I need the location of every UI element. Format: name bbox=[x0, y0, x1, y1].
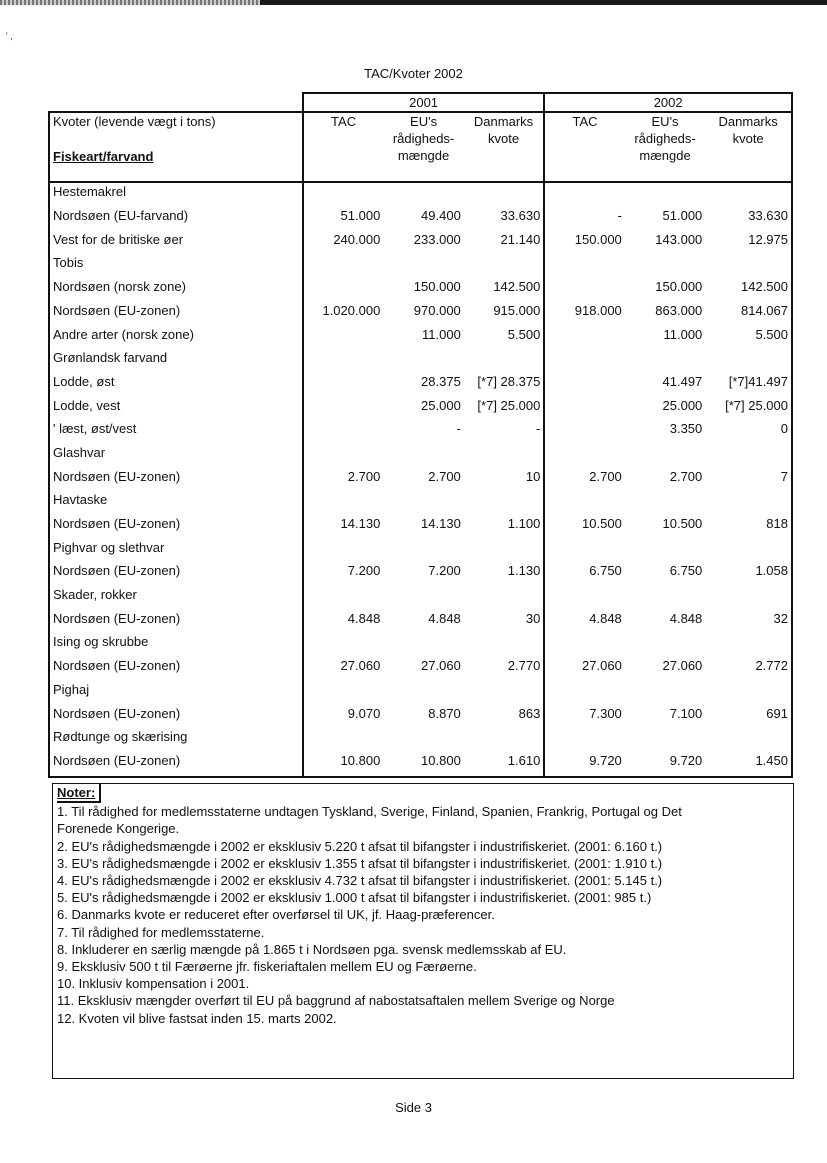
value-cell: 814.067 bbox=[705, 302, 792, 326]
value-cell: 7 bbox=[705, 468, 792, 492]
value-cell: 1.058 bbox=[705, 562, 792, 586]
group-header-row bbox=[49, 586, 792, 610]
row-label: Nordsøen (EU-zonen) bbox=[49, 302, 303, 326]
value-cell bbox=[303, 420, 383, 444]
empty-cell bbox=[464, 633, 545, 657]
note-line: 12. Kvoten vil blive fastsat inden 15. marts 2002. bbox=[57, 1010, 337, 1026]
table-row bbox=[49, 515, 792, 539]
col-eu-2001: EU's rådigheds-mængde bbox=[383, 112, 463, 182]
empty-cell bbox=[544, 728, 624, 752]
empty-cell bbox=[625, 539, 705, 563]
page-number: Side 3 bbox=[395, 1100, 432, 1115]
empty-cell bbox=[544, 539, 624, 563]
table-row bbox=[49, 657, 792, 681]
value-cell: 28.375 bbox=[421, 373, 461, 389]
row-label: Nordsøen (EU-zonen) bbox=[49, 705, 303, 729]
value-cell: 10.800 bbox=[303, 752, 383, 777]
note-line: 11. Eksklusiv mængder overført til EU på baggrund af nabostatsaftalen mellem Sverige og Norge bbox=[57, 993, 615, 1009]
value-cell bbox=[544, 278, 624, 302]
value-cell: 30 bbox=[464, 610, 545, 634]
notes-list bbox=[57, 803, 793, 1027]
value-cell: 2.700 bbox=[589, 468, 622, 484]
empty-cell bbox=[705, 349, 792, 373]
empty-cell bbox=[544, 349, 624, 373]
empty-cell bbox=[303, 633, 383, 657]
note-line: 2. EU's rådighedsmængde i 2002 er eksklusiv 5.220 t afsat til bifangster i industrifiskeriet. (2001: 6.160 t.) bbox=[57, 838, 663, 854]
col-dk-2002: Danmarks kvote bbox=[705, 112, 792, 182]
empty-cell bbox=[705, 182, 792, 207]
group-name bbox=[49, 586, 303, 610]
group-header-row bbox=[49, 539, 792, 563]
table-row bbox=[49, 420, 792, 444]
value-cell: 14.130 bbox=[303, 515, 383, 539]
value-cell: [*7] 28.375 bbox=[464, 373, 545, 397]
note-line: 4. EU's rådighedsmængde i 2002 er eksklusiv 4.732 t afsat til bifangster i industrifiskeriet. (2001: 5.145 t.) bbox=[57, 873, 663, 889]
empty-cell bbox=[544, 254, 624, 278]
value-cell: 863.000 bbox=[655, 302, 703, 318]
value-cell bbox=[544, 397, 624, 421]
value-cell: 4.848 bbox=[428, 610, 461, 626]
row-label: Nordsøen (EU-zonen) bbox=[49, 610, 303, 634]
empty-cell bbox=[383, 349, 463, 373]
column-header-row bbox=[49, 112, 792, 182]
col-eu-2002: EU's rådigheds-mængde bbox=[625, 112, 705, 182]
value-cell: 27.060 bbox=[662, 658, 703, 674]
group-header-row bbox=[49, 326, 792, 350]
value-cell: 27.060 bbox=[303, 657, 383, 681]
value-cell: 10.500 bbox=[662, 516, 703, 532]
note-line: 6. Danmarks kvote er reduceret efter overførsel til UK, jf. Haag-præferencer. bbox=[57, 907, 495, 923]
value-cell: 12.975 bbox=[705, 231, 792, 255]
group-name bbox=[49, 326, 303, 350]
note-line: 5. EU's rådighedsmængde i 2002 er eksklusiv 1.000 t afsat til bifangster i industrifiskeriet. (2001: 985 t.) bbox=[57, 890, 652, 906]
empty-cell bbox=[705, 728, 792, 752]
table-row bbox=[49, 562, 792, 586]
group-header-row bbox=[49, 633, 792, 657]
empty-cell bbox=[625, 182, 705, 207]
value-cell: [*7] 25.000 bbox=[705, 397, 792, 421]
empty-cell bbox=[464, 254, 545, 278]
value-cell: 915.000 bbox=[464, 302, 545, 326]
group-name-text: Rødtunge og skærising bbox=[53, 729, 188, 745]
value-cell: 918.000 bbox=[574, 302, 622, 318]
note-line: 9. Eksklusiv 500 t til Færøerne jfr. fiskeriaftalen mellem EU og Færøerne. bbox=[57, 959, 477, 975]
fiskeart-header: Fiskeart/farvand bbox=[53, 149, 154, 164]
empty-cell bbox=[625, 681, 705, 705]
margin-marks: ' , bbox=[6, 31, 13, 41]
empty-cell bbox=[464, 491, 545, 515]
table-row bbox=[49, 231, 792, 255]
group-name-text: Tobis bbox=[53, 255, 84, 271]
value-cell: 25.000 bbox=[421, 397, 461, 413]
quota-table bbox=[48, 92, 793, 778]
value-cell: 9.070 bbox=[303, 705, 383, 729]
value-cell: 142.500 bbox=[705, 278, 792, 302]
note-line: 7. Til rådighed for medlemsstaterne. bbox=[57, 924, 265, 940]
row-label: Vest for de britiske øer bbox=[49, 231, 303, 255]
value-cell: - bbox=[617, 208, 622, 224]
group-header-row bbox=[49, 254, 792, 278]
empty-cell bbox=[705, 491, 792, 515]
empty-cell bbox=[625, 633, 705, 657]
empty-cell bbox=[383, 444, 463, 468]
group-name-text: Pighaj bbox=[53, 681, 90, 697]
value-cell: 2.700 bbox=[669, 468, 703, 484]
note-line: 1. Til rådighed for medlemsstaterne undtagen Tyskland, Sverige, Finland, Spanien, Frankrig, Portugal og Det bbox=[57, 804, 682, 820]
value-cell: 10.500 bbox=[582, 516, 622, 532]
group-header-row bbox=[49, 349, 792, 373]
empty-cell bbox=[544, 681, 624, 705]
value-cell: 2.772 bbox=[705, 657, 792, 681]
empty-cell bbox=[544, 444, 624, 468]
empty-cell bbox=[625, 586, 705, 610]
value-cell: 11.000 bbox=[663, 326, 703, 342]
value-cell: 25.000 bbox=[662, 397, 703, 413]
value-cell: 6.750 bbox=[669, 563, 703, 579]
empty-cell bbox=[625, 491, 705, 515]
group-header-row bbox=[49, 444, 792, 468]
value-cell: 2.700 bbox=[428, 468, 461, 484]
value-cell: 41.497 bbox=[662, 373, 703, 389]
group-name bbox=[49, 681, 303, 705]
empty-cell bbox=[705, 633, 792, 657]
empty-cell bbox=[464, 444, 545, 468]
value-cell: 8.870 bbox=[428, 705, 461, 721]
empty-cell bbox=[383, 182, 463, 207]
value-cell: 143.000 bbox=[655, 231, 703, 247]
row-label: ' læst, øst/vest bbox=[49, 420, 303, 444]
row-label: Nordsøen (EU-zonen) bbox=[49, 657, 303, 681]
col-tac-2002: TAC bbox=[544, 112, 624, 182]
empty-cell bbox=[303, 444, 383, 468]
row-label: Lodde, vest bbox=[49, 397, 303, 421]
value-cell: - bbox=[456, 421, 461, 437]
value-cell: 9.720 bbox=[544, 752, 624, 777]
group-name-text: Grønlandsk farvand bbox=[53, 350, 168, 366]
group-name bbox=[49, 349, 303, 373]
empty-cell bbox=[544, 182, 624, 207]
group-name-text: Pighvar og slethvar bbox=[53, 539, 165, 555]
year-2002-header: 2002 bbox=[544, 93, 792, 112]
empty-cell bbox=[464, 539, 545, 563]
col-tac-2001: TAC bbox=[303, 112, 383, 182]
value-cell: 233.000 bbox=[413, 231, 461, 247]
value-cell: 7.100 bbox=[669, 705, 703, 721]
empty-cell bbox=[303, 254, 383, 278]
value-cell: 10 bbox=[464, 468, 545, 492]
empty-cell bbox=[383, 539, 463, 563]
group-name-text: Havtaske bbox=[53, 492, 108, 508]
value-cell: 49.400 bbox=[421, 208, 461, 224]
group-name-text: Glashvar bbox=[53, 444, 106, 460]
group-header-row bbox=[49, 491, 792, 515]
table-row bbox=[49, 278, 792, 302]
value-cell: 7.300 bbox=[589, 705, 622, 721]
group-header-row bbox=[49, 182, 792, 207]
page-title: TAC/Kvoter 2002 bbox=[364, 66, 463, 81]
value-cell: 5.500 bbox=[705, 326, 792, 350]
value-cell: 150.000 bbox=[413, 279, 461, 295]
empty-cell bbox=[383, 681, 463, 705]
empty-cell bbox=[383, 586, 463, 610]
empty-cell bbox=[544, 633, 624, 657]
value-cell: 2.700 bbox=[303, 468, 383, 492]
group-name bbox=[49, 491, 303, 515]
value-cell: 150.000 bbox=[574, 231, 622, 247]
notes-heading: Noter: bbox=[57, 784, 101, 803]
value-cell: 1.020.000 bbox=[303, 302, 383, 326]
value-cell: 1.450 bbox=[705, 752, 792, 777]
group-name-text: Andre arter bbox=[53, 326, 119, 342]
empty-cell bbox=[303, 539, 383, 563]
note-line: 3. EU's rådighedsmængde i 2002 er eksklusiv 1.355 t afsat til bifangster i industrifiskeriet. (2001: 1.910 t.) bbox=[57, 855, 663, 871]
note-line: 10. Inklusiv kompensation i 2001. bbox=[57, 976, 250, 992]
value-cell: 970.000 bbox=[413, 302, 461, 318]
value-cell bbox=[544, 373, 624, 397]
quota-table-body bbox=[49, 182, 792, 777]
empty-cell bbox=[464, 182, 545, 207]
group-name bbox=[49, 182, 303, 207]
group-name-suffix: (norsk zone) bbox=[118, 326, 194, 342]
value-cell: 2.770 bbox=[464, 657, 545, 681]
value-cell: 4.848 bbox=[669, 610, 703, 626]
empty-cell bbox=[383, 254, 463, 278]
value-cell bbox=[303, 278, 383, 302]
row-label: Nordsøen (EU-zonen) bbox=[49, 515, 303, 539]
value-cell: [*7]41.497 bbox=[705, 373, 792, 397]
value-cell: 150.000 bbox=[655, 279, 703, 295]
empty-cell bbox=[464, 586, 545, 610]
value-cell: 33.630 bbox=[705, 207, 792, 231]
group-name bbox=[49, 633, 303, 657]
value-cell: 11.000 bbox=[422, 326, 461, 342]
value-cell: 4.848 bbox=[589, 610, 622, 626]
table-row bbox=[49, 610, 792, 634]
empty-cell bbox=[383, 728, 463, 752]
value-cell: 4.848 bbox=[303, 610, 383, 634]
group-header-row bbox=[49, 728, 792, 752]
empty-cell bbox=[705, 444, 792, 468]
value-cell: 33.630 bbox=[464, 207, 545, 231]
value-cell: 1.100 bbox=[464, 515, 545, 539]
value-cell: 142.500 bbox=[464, 278, 545, 302]
value-cell bbox=[544, 420, 624, 444]
table-row bbox=[49, 468, 792, 492]
year-2001-header: 2001 bbox=[303, 93, 544, 112]
value-cell: [*7] 25.000 bbox=[464, 397, 545, 421]
value-cell: 1.610 bbox=[464, 752, 545, 777]
empty-cell bbox=[383, 491, 463, 515]
empty-cell bbox=[705, 539, 792, 563]
value-cell: 51.000 bbox=[303, 207, 383, 231]
empty-cell bbox=[303, 586, 383, 610]
value-cell: - bbox=[464, 420, 545, 444]
year-header-row bbox=[49, 93, 792, 112]
group-name bbox=[49, 539, 303, 563]
value-cell: 863 bbox=[464, 705, 545, 729]
value-cell: 10.800 bbox=[383, 752, 463, 777]
value-cell: 9.720 bbox=[625, 752, 705, 777]
value-cell: 27.060 bbox=[421, 658, 461, 674]
empty-cell bbox=[303, 349, 383, 373]
empty-cell bbox=[625, 728, 705, 752]
empty-cell bbox=[705, 681, 792, 705]
empty-cell bbox=[705, 586, 792, 610]
table-row bbox=[49, 373, 792, 397]
group-header-row bbox=[49, 681, 792, 705]
row-label: Nordsøen (EU-zonen) bbox=[49, 752, 303, 777]
value-cell: 21.140 bbox=[464, 231, 545, 255]
empty-cell bbox=[464, 349, 545, 373]
group-name bbox=[49, 254, 303, 278]
value-cell: 7.200 bbox=[428, 563, 461, 579]
value-cell: 0 bbox=[705, 420, 792, 444]
empty-cell bbox=[303, 491, 383, 515]
value-cell: 240.000 bbox=[303, 231, 383, 255]
value-cell bbox=[303, 373, 383, 397]
empty-cell bbox=[625, 254, 705, 278]
empty-cell bbox=[625, 349, 705, 373]
row-label: Lodde, øst bbox=[49, 373, 303, 397]
value-cell: 7.200 bbox=[303, 562, 383, 586]
value-cell: 51.000 bbox=[662, 208, 703, 224]
value-cell bbox=[303, 397, 383, 421]
empty-cell bbox=[544, 586, 624, 610]
empty-cell bbox=[303, 182, 383, 207]
col-dk-2001: Danmarks kvote bbox=[464, 112, 545, 182]
value-cell: 1.130 bbox=[464, 562, 545, 586]
notes-box bbox=[52, 783, 794, 1079]
table-row bbox=[49, 207, 792, 231]
empty-cell bbox=[383, 633, 463, 657]
value-cell: 5.500 bbox=[464, 326, 545, 350]
note-line: Forenede Kongerige. bbox=[57, 821, 180, 837]
value-cell bbox=[544, 326, 624, 350]
top-scan-rule-fade bbox=[0, 0, 260, 5]
group-name-text: Hestemakrel bbox=[53, 184, 126, 199]
row-label: Nordsøen (EU-zonen) bbox=[49, 562, 303, 586]
quota-unit-label: Kvoter (levende vægt i tons) bbox=[53, 114, 216, 129]
empty-cell bbox=[625, 444, 705, 468]
group-name bbox=[49, 728, 303, 752]
value-cell: 6.750 bbox=[589, 563, 622, 579]
row-label: Nordsøen (EU-farvand) bbox=[49, 207, 303, 231]
empty-cell bbox=[303, 681, 383, 705]
empty-cell bbox=[464, 728, 545, 752]
empty-cell bbox=[303, 728, 383, 752]
note-line: 8. Inkluderer en særlig mængde på 1.865 t i Nordsøen pga. svensk medlemsskab af EU. bbox=[57, 941, 567, 957]
row-label: Nordsøen (norsk zone) bbox=[49, 278, 303, 302]
value-cell: 14.130 bbox=[421, 516, 461, 532]
table-row bbox=[49, 752, 792, 777]
group-name-text: Skader, rokker bbox=[53, 587, 137, 603]
row-label: Nordsøen (EU-zonen) bbox=[49, 468, 303, 492]
value-cell bbox=[303, 326, 383, 350]
group-name-text: Ising og skrubbe bbox=[53, 634, 149, 650]
group-name bbox=[49, 444, 303, 468]
empty-cell bbox=[705, 254, 792, 278]
label-header bbox=[49, 112, 303, 182]
table-row bbox=[49, 397, 792, 421]
table-row bbox=[49, 705, 792, 729]
value-cell: 691 bbox=[705, 705, 792, 729]
value-cell: 32 bbox=[705, 610, 792, 634]
value-cell: 3.350 bbox=[669, 421, 703, 437]
value-cell: 818 bbox=[705, 515, 792, 539]
value-cell: 27.060 bbox=[582, 658, 622, 674]
empty-cell bbox=[464, 681, 545, 705]
empty-cell bbox=[544, 491, 624, 515]
table-row bbox=[49, 302, 792, 326]
